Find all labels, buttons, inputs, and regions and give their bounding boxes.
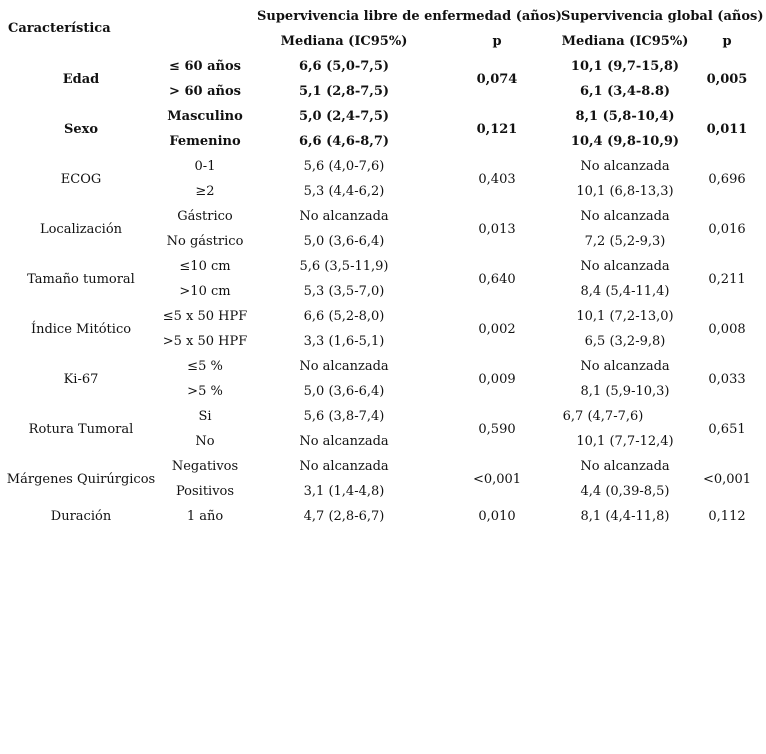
row-slr-median: No alcanzada [299, 434, 389, 449]
header-sg-median: Mediana (IC95%) [561, 34, 689, 49]
row-slr-median: 3,3 (1,6-5,1) [303, 334, 385, 349]
row-characteristic-name: Localización [39, 221, 123, 237]
row-subcategory: Gástrico [177, 209, 233, 224]
row-slr-median: 5,1 (2,8-7,5) [298, 84, 390, 99]
row-slr-p-value: <0,001 [472, 471, 522, 487]
row-sg-median: 6,5 (3,2-9,8) [584, 334, 666, 349]
row-slr-median: 5,6 (3,8-7,4) [303, 409, 385, 424]
row-subcategory: > 60 años [169, 84, 241, 99]
row-sg-median: 10,1 (7,7-12,4) [576, 434, 674, 449]
row-characteristic-name: Edad [62, 71, 100, 87]
row-slr-median: 6,6 (5,0-7,5) [298, 59, 390, 74]
row-subcategory: Si [198, 409, 212, 424]
row-sg-median: 10,1 (6,8-13,3) [576, 184, 674, 199]
row-slr-median: 5,3 (3,5-7,0) [303, 284, 385, 299]
row-sg-p-value: 0,112 [708, 509, 746, 524]
row-characteristic-name: Tamaño tumoral [27, 271, 135, 287]
row-subcategory: Femenino [169, 134, 241, 149]
row-slr-p-value: 0,002 [478, 321, 516, 337]
row-sg-median: No alcanzada [580, 459, 670, 474]
row-subcategory: ≥2 [195, 184, 215, 199]
row-subcategory: Masculino [167, 109, 243, 124]
row-slr-p-value: 0,074 [476, 71, 518, 87]
row-sg-p-value: 0,005 [706, 71, 748, 87]
row-slr-median: No alcanzada [299, 359, 389, 374]
row-slr-p-value: 0,013 [478, 221, 516, 237]
row-slr-p-value: 0,009 [478, 371, 516, 387]
row-characteristic-name: Duración [50, 509, 112, 524]
row-subcategory: Positivos [175, 484, 235, 499]
row-sg-median: No alcanzada [580, 209, 670, 224]
header-sg-p: p [722, 34, 732, 49]
row-slr-p-value: 0,010 [478, 509, 516, 524]
row-sg-median: 8,1 (5,9-10,3) [580, 384, 670, 399]
row-subcategory: No gástrico [166, 234, 244, 249]
row-slr-median: 4,7 (2,8-6,7) [303, 509, 385, 524]
row-sg-p-value: <0,001 [702, 471, 752, 487]
row-sg-median: 10,4 (9,8-10,9) [570, 134, 680, 149]
row-sg-median: 8,1 (4,4-11,8) [580, 509, 670, 524]
row-sg-p-value: 0,696 [708, 171, 746, 187]
row-sg-p-value: 0,008 [708, 321, 746, 337]
row-sg-median: No alcanzada [580, 359, 670, 374]
row-slr-median: 5,0 (3,6-6,4) [303, 384, 385, 399]
row-slr-median: 6,6 (4,6-8,7) [298, 134, 390, 149]
row-sg-median: 4,4 (0,39-8,5) [580, 484, 670, 499]
row-sg-median: 10,1 (7,2-13,0) [576, 309, 674, 324]
header-slr-title: Supervivencia libre de enfermedad (años) [257, 9, 562, 24]
row-sg-median: No alcanzada [580, 259, 670, 274]
row-characteristic-name: Ki-67 [63, 371, 99, 387]
row-subcategory: No [195, 434, 215, 449]
row-subcategory: ≤ 60 años [169, 59, 241, 74]
header-caracteristica: Característica [8, 21, 111, 36]
row-characteristic-name: Índice Mitótico [30, 321, 132, 337]
row-slr-median: 3,1 (1,4-4,8) [303, 484, 385, 499]
row-subcategory: 1 año [186, 509, 224, 524]
row-subcategory: ≤10 cm [179, 259, 231, 274]
row-subcategory: ≤5 x 50 HPF [162, 309, 248, 324]
row-characteristic-name: Sexo [63, 121, 99, 137]
row-subcategory: Negativos [171, 459, 239, 474]
row-sg-median: 10,1 (9,7-15,8) [570, 59, 680, 74]
row-subcategory: >10 cm [179, 284, 231, 299]
row-slr-median: No alcanzada [299, 209, 389, 224]
row-subcategory: >5 x 50 HPF [162, 334, 248, 349]
row-sg-p-value: 0,211 [708, 271, 746, 287]
row-slr-median: 5,0 (3,6-6,4) [303, 234, 385, 249]
row-sg-median: 6,7 (4,7-7,6) [562, 409, 644, 424]
row-slr-median: 5,6 (3,5-11,9) [299, 259, 389, 274]
row-subcategory: ≤5 % [187, 359, 223, 374]
row-subcategory: 0-1 [194, 159, 216, 174]
row-slr-p-value: 0,590 [478, 421, 516, 437]
row-sg-median: 8,4 (5,4-11,4) [580, 284, 670, 299]
row-characteristic-name: Rotura Tumoral [28, 421, 134, 437]
row-slr-p-value: 0,121 [476, 121, 518, 137]
row-slr-median: 5,0 (2,4-7,5) [298, 109, 390, 124]
row-sg-p-value: 0,651 [708, 421, 746, 437]
row-sg-p-value: 0,011 [706, 121, 748, 137]
row-sg-p-value: 0,016 [708, 221, 746, 237]
header-slr-median: Mediana (IC95%) [280, 34, 408, 49]
row-slr-p-value: 0,640 [478, 271, 516, 287]
row-slr-p-value: 0,403 [478, 171, 516, 187]
row-sg-p-value: 0,033 [708, 371, 746, 387]
row-sg-median: 7,2 (5,2-9,3) [584, 234, 666, 249]
header-sg-title: Supervivencia global (años) [561, 9, 764, 24]
row-characteristic-name: ECOG [60, 171, 102, 187]
row-slr-median: 6,6 (5,2-8,0) [303, 309, 385, 324]
header-slr-p: p [492, 34, 502, 49]
row-slr-median: 5,3 (4,4-6,2) [303, 184, 385, 199]
row-slr-median: No alcanzada [299, 459, 389, 474]
row-sg-median: 6,1 (3,4-8.8) [579, 84, 671, 99]
row-slr-median: 5,6 (4,0-7,6) [303, 159, 385, 174]
row-characteristic-name: Márgenes Quirúrgicos [6, 471, 156, 487]
row-subcategory: >5 % [187, 384, 223, 399]
row-sg-median: 8,1 (5,8-10,4) [575, 109, 675, 124]
row-sg-median: No alcanzada [580, 159, 670, 174]
